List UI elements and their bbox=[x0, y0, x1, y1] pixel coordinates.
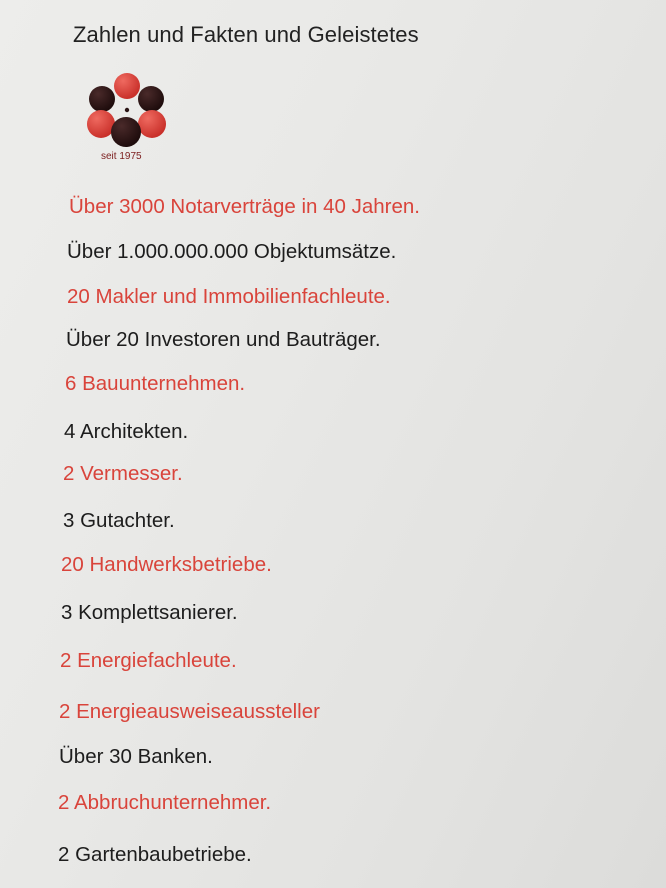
fact-item: 20 Makler und Immobilienfachleute. bbox=[67, 285, 391, 308]
fact-item: Über 3000 Notarverträge in 40 Jahren. bbox=[69, 195, 420, 218]
fact-item: 3 Komplettsanierer. bbox=[61, 601, 238, 624]
fact-item: 3 Gutachter. bbox=[63, 509, 175, 532]
logo-caption: seit 1975 bbox=[101, 151, 142, 162]
fact-item: 2 Gartenbaubetriebe. bbox=[58, 843, 252, 866]
page-title: Zahlen und Fakten und Geleistetes bbox=[73, 22, 419, 47]
fact-item: 2 Vermesser. bbox=[63, 462, 183, 485]
fact-item: 2 Abbruchunternehmer. bbox=[58, 791, 272, 814]
fact-item: Über 20 Investoren und Bauträger. bbox=[66, 328, 381, 351]
fact-item: Über 30 Banken. bbox=[59, 745, 213, 768]
fact-item: 4 Architekten. bbox=[64, 420, 189, 443]
fact-item: 20 Handwerksbetriebe. bbox=[61, 553, 272, 576]
fact-item: Über 1.000.000.000 Objektumsätze. bbox=[67, 240, 397, 263]
fact-item: 6 Bauunternehmen. bbox=[65, 372, 246, 395]
fact-item: 2 Energieausweiseaussteller bbox=[59, 700, 320, 723]
fact-item: 2 Energiefachleute. bbox=[60, 649, 237, 672]
